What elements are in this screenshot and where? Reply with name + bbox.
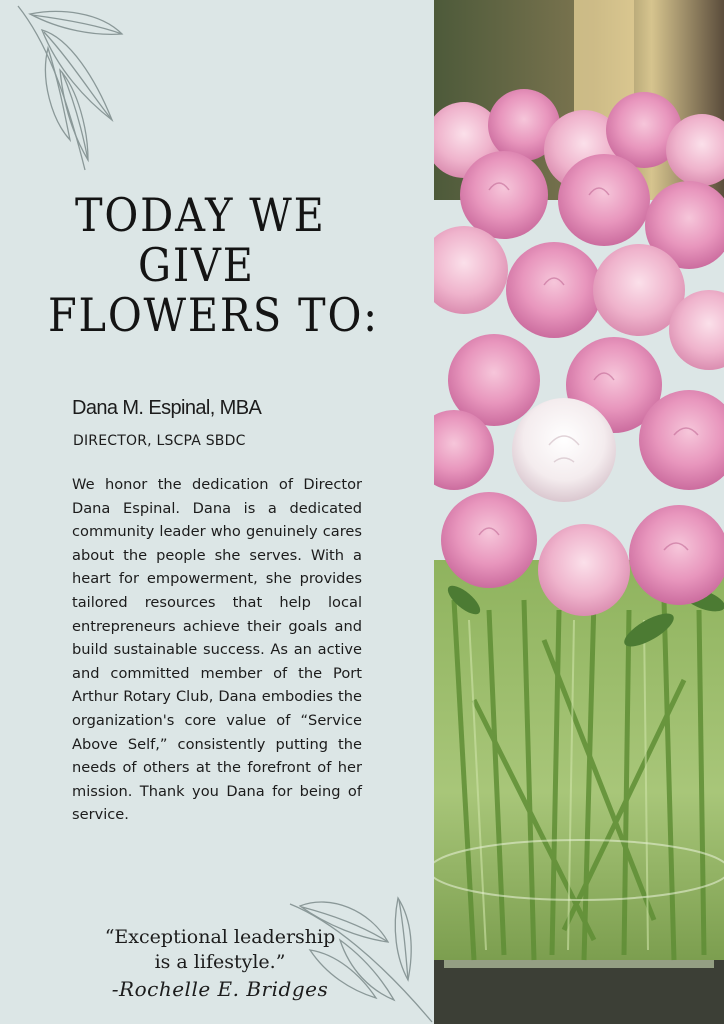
peony-photo — [434, 0, 724, 1024]
headline-line-3: FLOWERS TO: — [48, 288, 379, 342]
headline-line-1: TODAY WE — [75, 188, 326, 242]
leaf-sprig-icon — [280, 880, 434, 1024]
quote-line-1: “Exceptional leadership — [104, 926, 336, 948]
honoree-bio: We honor the dedication of Director Dana Espinal. Dana is a dedicated community leader who genuinely cares about the people she serves. With a heart for empowerment, she provides tailored resources that help local entrepreneurs achieve their goals and build sustainable success. As an active and committed member of the Port Arthur Rotary Club, Dana embodies the organization's core value of “Service Above Self,” consistently putting the needs of others at the forefront of her mission. Thank you Dana for being of service. — [72, 476, 362, 824]
honoree-name: Dana M. Espinal, MBA — [72, 397, 262, 419]
headline-line-2: GIVE — [138, 238, 255, 292]
honoree-title: DIRECTOR, LSCPA SBDC — [73, 433, 246, 449]
quote-line-2: is a lifestyle.” — [154, 951, 286, 973]
headline — [48, 190, 381, 340]
leaf-sprig-icon — [0, 0, 170, 180]
quote-author: -Rochelle E. Bridges — [111, 977, 329, 1001]
